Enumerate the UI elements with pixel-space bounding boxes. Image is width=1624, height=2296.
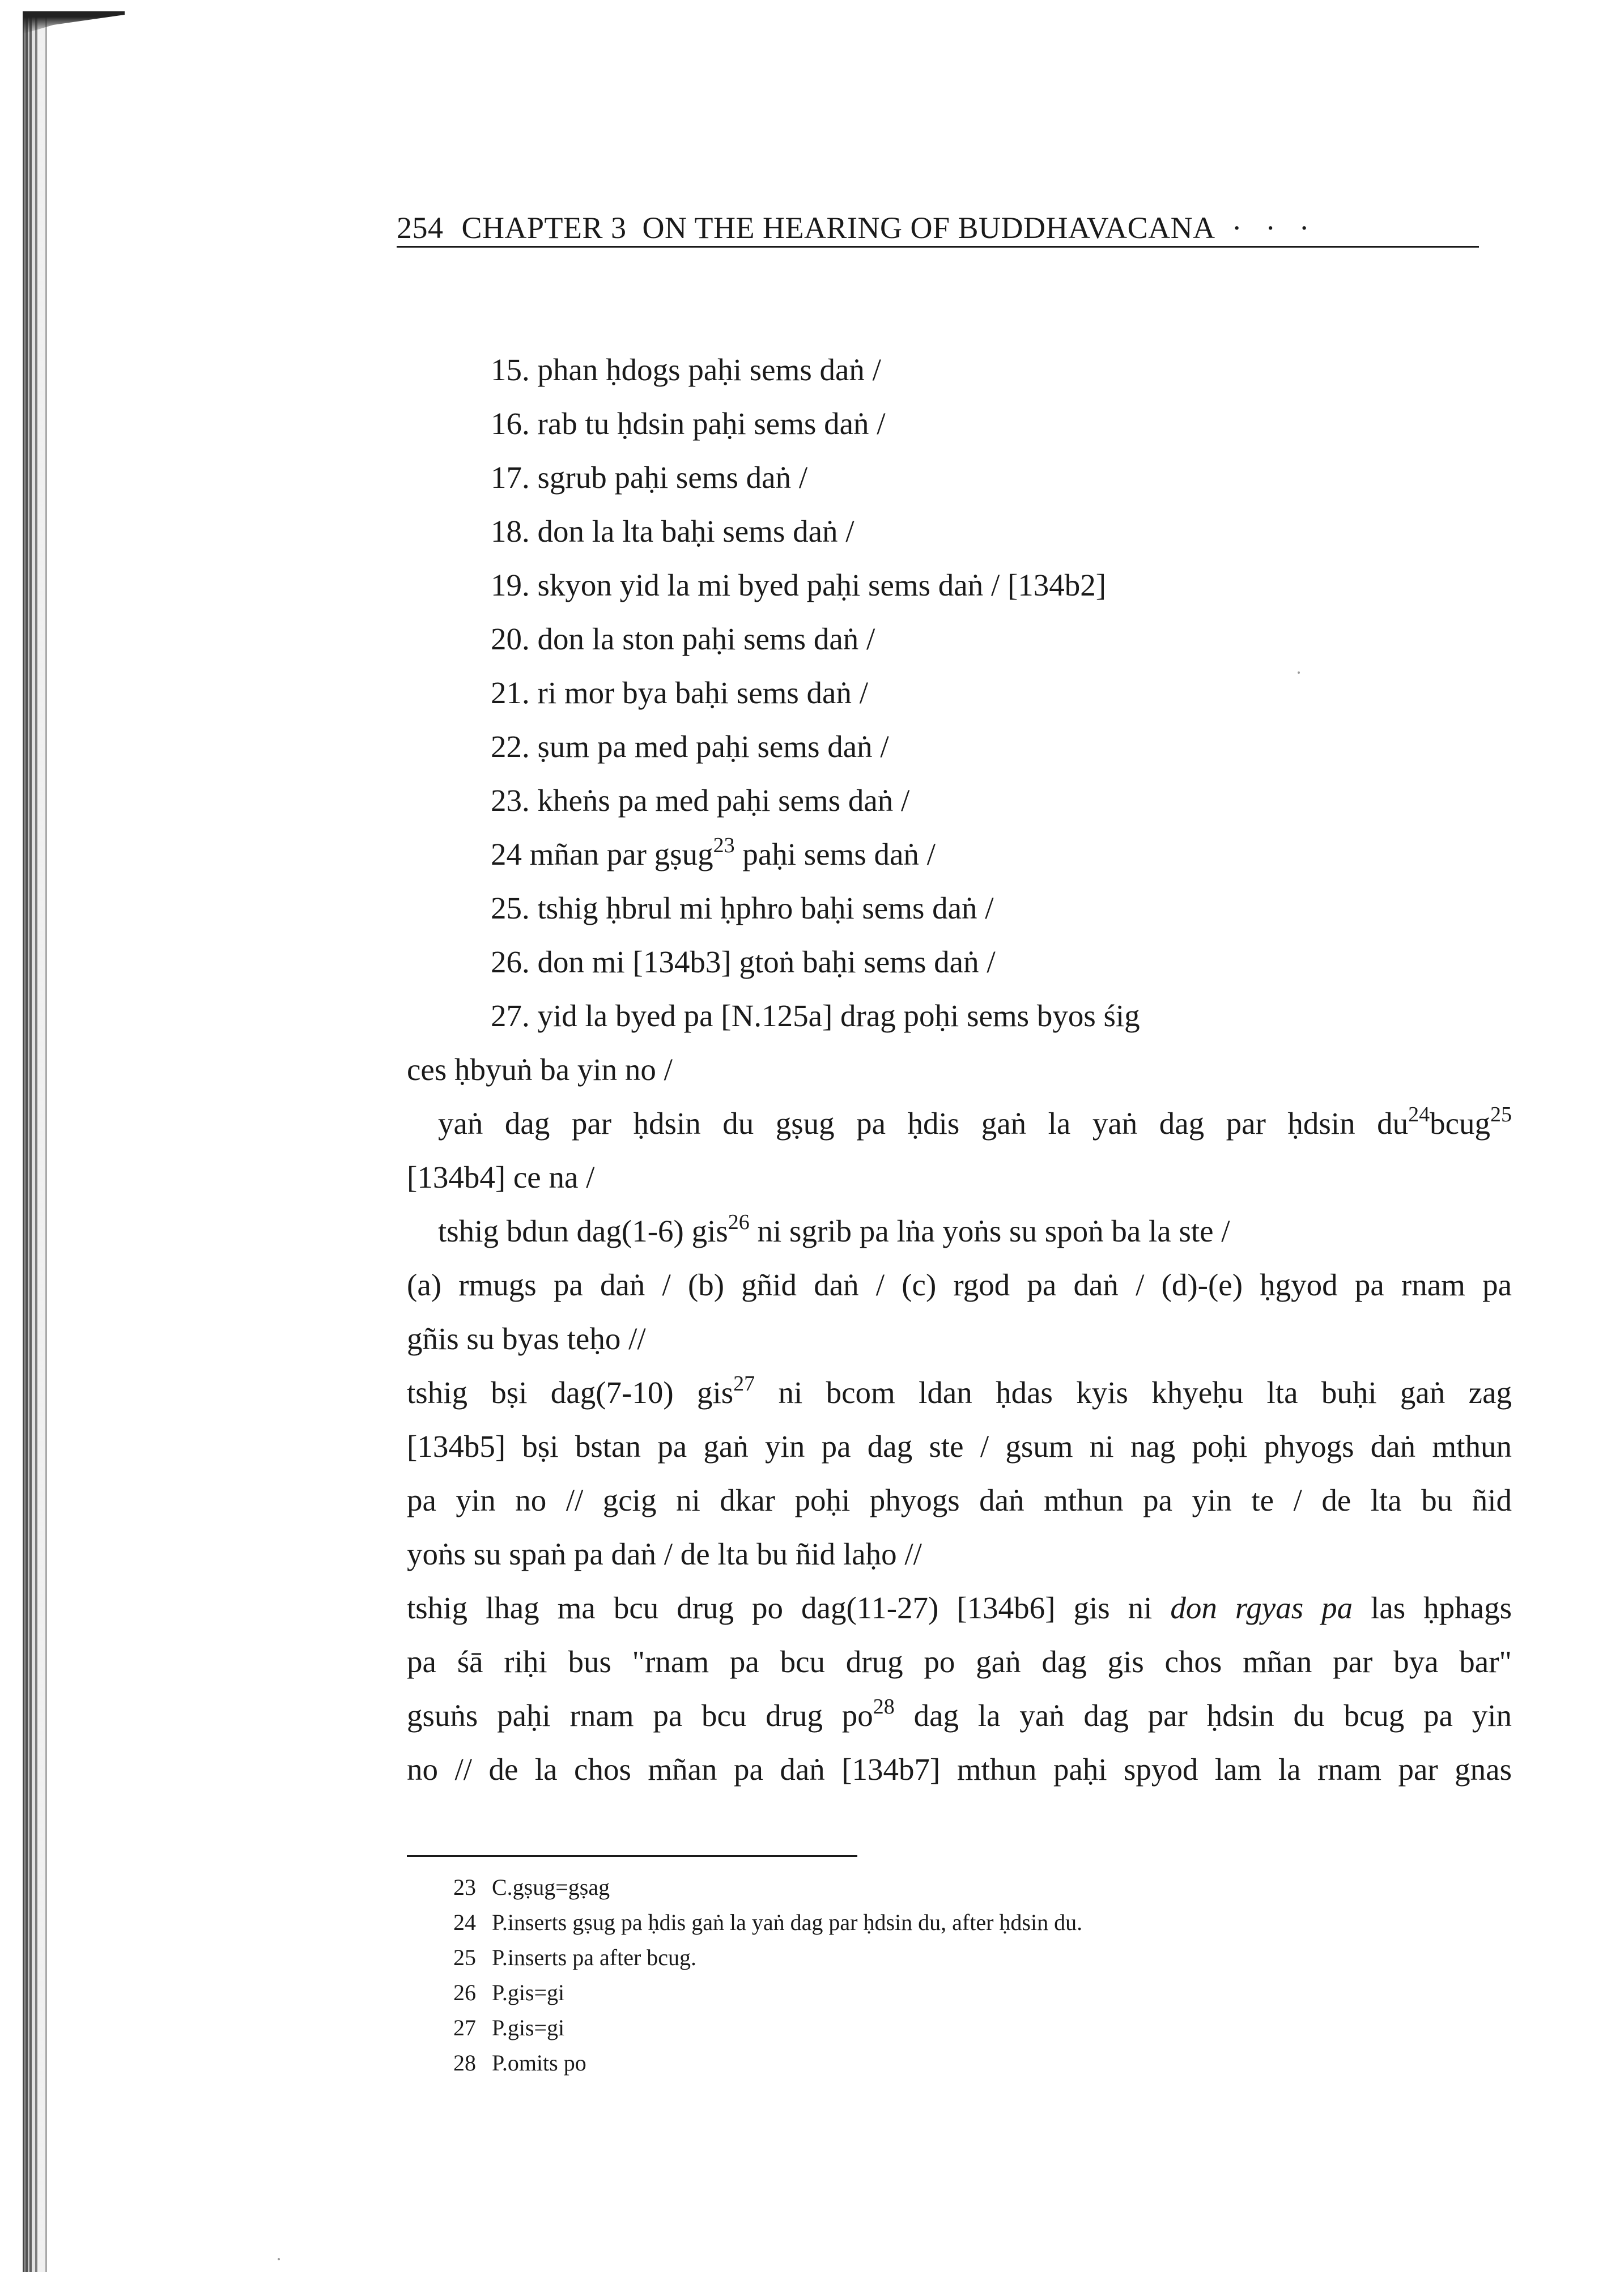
numbered-line-25: 25. tshig ḥbrul mi ḥphro baḥi sems daṅ / [491, 891, 994, 925]
body-line: ces ḥbyuṅ ba yin no / [407, 1052, 673, 1087]
numbered-line-24 [491, 827, 1512, 881]
footnote-23 [453, 1870, 1303, 1905]
chapter-title: CHAPTER 3 ON THE HEARING OF BUDDHAVACANA [461, 211, 1214, 245]
footnote-ref-27: 27 [733, 1372, 755, 1396]
footnote-28 [453, 2046, 1303, 2081]
footnote-ref-24: 24 [1408, 1103, 1430, 1126]
numbered-line-18: 18. don la lta baḥi sems daṅ / [491, 514, 854, 549]
footnote-text: P.omits po [492, 2050, 586, 2076]
footnote-26 [453, 1975, 1303, 2010]
body-line: [134b5] bṣi bstan pa gaṅ yin pa dag ste / gsum ni nag poḥi phyogs daṅ mthun [407, 1429, 1512, 1464]
page-number: 254 [397, 211, 444, 245]
italic-title: don rgyas pa [1170, 1591, 1353, 1625]
footnote-24 [453, 1905, 1303, 1940]
line24-before: 24 mñan par gṣug [491, 837, 713, 871]
numbered-line-16: 16. rab tu ḥdsin paḥi sems daṅ / [491, 406, 886, 441]
footnote-number: 28 [453, 2050, 476, 2076]
footnote-25 [453, 1940, 1303, 1975]
numbered-line-15: 15. phan ḥdogs paḥi sems daṅ / [491, 352, 881, 387]
scan-speck [278, 2258, 280, 2260]
header-dots: · · · [1231, 211, 1317, 245]
footnotes [453, 1870, 1303, 2081]
body-text: dag la yaṅ dag par ḥdsin du bcug pa yin [894, 1698, 1512, 1733]
body-line: (a) rmugs pa daṅ / (b) gñid daṅ / (c) rgod pa daṅ / (d)-(e) ḥgyod pa rnam pa [407, 1268, 1512, 1302]
numbered-line-19: 19. skyon yid la mi byed paḥi sems daṅ / [134b2] [491, 568, 1107, 602]
numbered-line-27: 27. yid la byed pa [N.125a] drag poḥi sems byos śig [491, 998, 1140, 1033]
footnote-number: 25 [453, 1945, 476, 1970]
footnote-text: C.gṣug=gṣag [492, 1874, 610, 1900]
footnote-ref-28: 28 [873, 1695, 895, 1719]
footnote-ref-25: 25 [1490, 1103, 1512, 1126]
footnote-separator [407, 1855, 857, 1857]
footnote-number: 27 [453, 2015, 476, 2040]
running-head [397, 211, 1479, 248]
footnote-text: P.gis=gi [492, 1980, 565, 2005]
body-line: yoṅs su spaṅ pa daṅ / de lta bu ñid laḥo // [407, 1537, 922, 1571]
body-line [407, 1581, 1512, 1635]
body-text: ni sgrib pa lṅa yoṅs su spoṅ ba la ste / [749, 1214, 1230, 1248]
body-line [407, 1366, 1512, 1419]
footnote-ref-23: 23 [713, 834, 735, 857]
footnote-ref-26: 26 [728, 1210, 750, 1234]
body-text: las ḥphags [1353, 1591, 1512, 1625]
body-line [407, 1689, 1512, 1742]
main-text [407, 343, 1512, 1796]
footnote-text: P.gis=gi [492, 2015, 565, 2040]
body-line: pa śā riḥi bus "rnam pa bcu drug po gaṅ dag gis chos mñan par bya bar" [407, 1644, 1512, 1679]
body-text: yaṅ dag par ḥdsin du gṣug pa ḥdis gaṅ la yaṅ dag par ḥdsin du [438, 1106, 1409, 1141]
body-text: bcug [1430, 1106, 1490, 1141]
numbered-line-21: 21. ri mor bya baḥi sems daṅ / [491, 675, 868, 710]
body-text: tshig bdun dag(1-6) gis [438, 1214, 728, 1248]
footnote-text: P.inserts gṣug pa ḥdis gaṅ la yaṅ dag par ḥdsin du, after ḥdsin du. [492, 1910, 1083, 1935]
footnote-number: 23 [453, 1874, 476, 1900]
numbered-line-17: 17. sgrub paḥi sems daṅ / [491, 460, 808, 495]
footnote-number: 24 [453, 1910, 476, 1935]
footnote-text: P.inserts pa after bcug. [492, 1945, 697, 1970]
numbered-line-23: 23. kheṅs pa med paḥi sems daṅ / [491, 783, 910, 818]
body-text: tshig bṣi dag(7-10) gis [407, 1375, 734, 1410]
body-text: tshig lhag ma bcu drug po dag(11-27) [134b6] gis ni [407, 1591, 1171, 1625]
body-line: [134b4] ce na / [407, 1160, 595, 1194]
numbered-line-20: 20. don la ston paḥi sems daṅ / [491, 622, 875, 656]
numbered-line-26: 26. don mi [134b3] gtoṅ baḥi sems daṅ / [491, 945, 996, 979]
numbered-line-22: 22. ṣum pa med paḥi sems daṅ / [491, 729, 889, 764]
body-line [407, 1204, 1512, 1258]
body-line [407, 1096, 1512, 1150]
line24-after: paḥi sems daṅ / [734, 837, 936, 871]
body-text: ni bcom ldan ḥdas kyis khyeḥu lta buḥi gaṅ zag [755, 1375, 1512, 1410]
footnote-27 [453, 2010, 1303, 2046]
body-line: no // de la chos mñan pa daṅ [134b7] mthun paḥi spyod lam la rnam par gnas [407, 1752, 1512, 1787]
body-text: gsuṅs paḥi rnam pa bcu drug po [407, 1698, 873, 1733]
body-line: pa yin no // gcig ni dkar poḥi phyogs daṅ mthun pa yin te / de lta bu ñid [407, 1483, 1512, 1517]
body-line: gñis su byas teḥo // [407, 1321, 646, 1356]
scan-binding-edge [23, 11, 68, 2272]
footnote-number: 26 [453, 1980, 476, 2005]
